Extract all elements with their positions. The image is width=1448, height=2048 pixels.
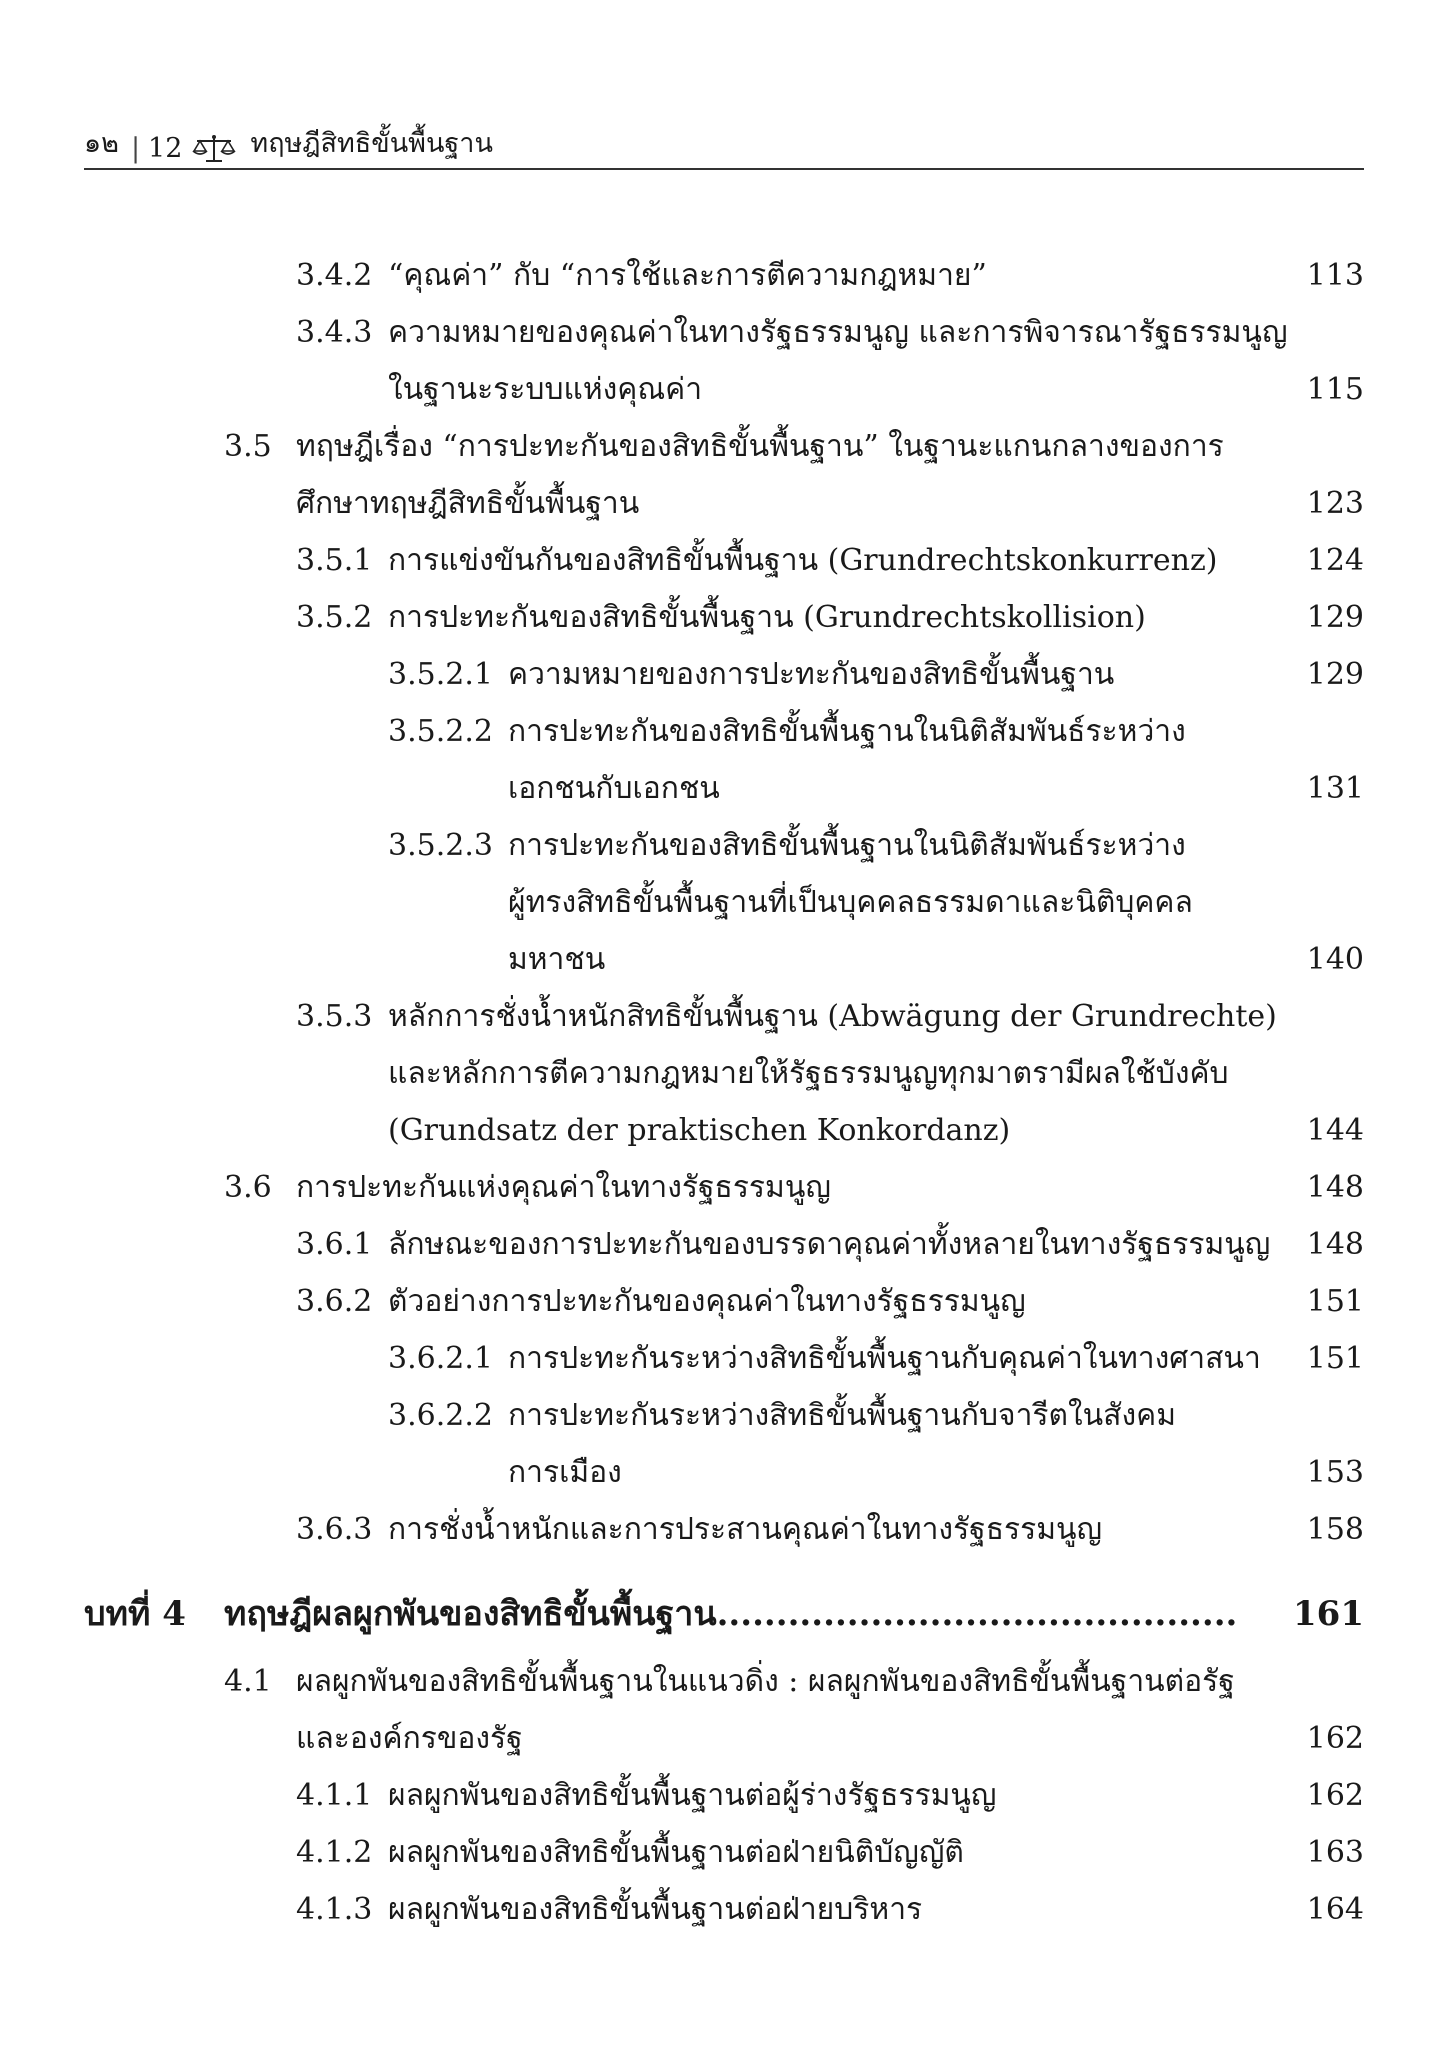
toc-entry-number: 3.5.2.1 [388, 657, 493, 692]
toc-entry-title-cont: มหาชน [508, 942, 606, 977]
toc-entry-number: 3.5.2 [296, 600, 373, 635]
toc-entry-title-cont: และองค์กรของรัฐ [296, 1721, 523, 1756]
toc-entry-number: 4.1.2 [296, 1835, 373, 1870]
header-page-thai: ๑๒ [84, 128, 119, 159]
toc-entry-page: 123 [1306, 486, 1364, 521]
toc-entry-number: 3.6 [224, 1170, 272, 1205]
toc-entry-page: 151 [1306, 1341, 1364, 1376]
toc-entry-page: 131 [1306, 771, 1364, 806]
toc-entry-title: การปะทะกันของสิทธิขั้นพื้นฐาน (Grundrechtskollision) [388, 600, 1146, 635]
toc-entry-number: 3.5.2.3 [388, 828, 493, 863]
toc-entry-page: 148 [1306, 1227, 1364, 1262]
toc-entry-title: การปะทะกันระหว่างสิทธิขั้นพื้นฐานกับคุณค่าในทางศาสนา [508, 1341, 1261, 1376]
toc-entry-title: การปะทะกันของสิทธิขั้นพื้นฐานในนิติสัมพันธ์ระหว่าง [508, 828, 1186, 863]
toc-entry-number: 3.4.3 [296, 315, 373, 350]
toc-entry-number: 4.1.1 [296, 1778, 373, 1813]
toc-entry-title: “คุณค่า” กับ “การใช้และการตีความกฎหมาย” [388, 258, 987, 293]
toc-entry-number: 3.5.3 [296, 999, 373, 1034]
toc-entry-title: หลักการชั่งน้ำหนักสิทธิขั้นพื้นฐาน (Abwägung der Grundrechte) [388, 999, 1277, 1034]
toc-entry-page: 163 [1306, 1835, 1364, 1870]
toc-entry-title: ลักษณะของการปะทะกันของบรรดาคุณค่าทั้งหลายในทางรัฐธรรมนูญ [388, 1227, 1271, 1262]
toc-entry-number: 3.6.3 [296, 1512, 373, 1547]
toc-entry-number: 3.6.1 [296, 1227, 373, 1262]
toc-entry-number: 3.5 [224, 429, 272, 464]
toc-entry-title-cont: และหลักการตีความกฎหมายให้รัฐธรรมนูญทุกมาตรามีผลใช้บังคับ [388, 1056, 1229, 1091]
toc-entry-number: 3.5.2.2 [388, 714, 493, 749]
toc-entry-title-cont: ผู้ทรงสิทธิขั้นพื้นฐานที่เป็นบุคคลธรรมดาและนิติบุคคล [508, 885, 1193, 920]
toc-entry-number: 3.6.2.1 [388, 1341, 493, 1376]
toc-entry-page: 115 [1306, 372, 1364, 407]
toc-entry-number: 4.1 [224, 1664, 272, 1699]
header-book-title: ทฤษฎีสิทธิขั้นพื้นฐาน [250, 128, 493, 159]
toc-entry-title: การชั่งน้ำหนักและการประสานคุณค่าในทางรัฐธรรมนูญ [388, 1512, 1103, 1547]
toc-entry-title: ผลผูกพันของสิทธิขั้นพื้นฐานต่อฝ่ายนิติบัญญัติ [388, 1835, 964, 1870]
toc-entry-page: 140 [1306, 942, 1364, 977]
toc-entry-page: 124 [1306, 543, 1364, 578]
toc-entry-page: 144 [1306, 1113, 1364, 1148]
toc-entry-title-cont: ศึกษาทฤษฎีสิทธิขั้นพื้นฐาน [296, 486, 640, 521]
toc-chapter-title: ทฤษฎีผลผูกพันของสิทธิขั้นพื้นฐาน............................................ [224, 1594, 1238, 1634]
toc-entry-page: 129 [1306, 657, 1364, 692]
toc-entry-title: ผลผูกพันของสิทธิขั้นพื้นฐานในแนวดิ่ง : ผลผูกพันของสิทธิขั้นพื้นฐานต่อรัฐ [296, 1664, 1235, 1699]
toc-entry-title: ตัวอย่างการปะทะกันของคุณค่าในทางรัฐธรรมนูญ [388, 1284, 1026, 1319]
toc-entry-number: 3.6.2.2 [388, 1398, 493, 1433]
toc-entry-page: 164 [1306, 1892, 1364, 1927]
toc-chapter-page: 161 [1293, 1594, 1364, 1634]
toc-entry-number: 3.6.2 [296, 1284, 373, 1319]
header-page-arabic: 12 [148, 133, 183, 164]
toc-entry-title-cont: ในฐานะระบบแห่งคุณค่า [388, 372, 703, 407]
toc-entry-number: 3.5.1 [296, 543, 373, 578]
toc-entry-page: 129 [1306, 600, 1364, 635]
toc-entry-title: ความหมายของการปะทะกันของสิทธิขั้นพื้นฐาน [508, 657, 1115, 692]
toc-entry-page: 151 [1306, 1284, 1364, 1319]
toc-entry-title-cont: (Grundsatz der praktischen Konkordanz) [388, 1113, 1011, 1148]
toc-entry-title: การปะทะกันแห่งคุณค่าในทางรัฐธรรมนูญ [296, 1170, 831, 1205]
toc-entry-title: ผลผูกพันของสิทธิขั้นพื้นฐานต่อฝ่ายบริหาร [388, 1892, 923, 1927]
toc-entry-number: 4.1.3 [296, 1892, 373, 1927]
toc-entry-page: 162 [1306, 1721, 1364, 1756]
toc-entry-title: การปะทะกันระหว่างสิทธิขั้นพื้นฐานกับจารีตในสังคม [508, 1398, 1176, 1433]
toc-entry-number: 3.4.2 [296, 258, 373, 293]
toc-entry-page: 153 [1306, 1455, 1364, 1490]
toc-entry-page: 158 [1306, 1512, 1364, 1547]
toc-entry-page: 148 [1306, 1170, 1364, 1205]
toc-entry-title-cont: การเมือง [508, 1455, 622, 1490]
toc-entry-title: ความหมายของคุณค่าในทางรัฐธรรมนูญ และการพิจารณารัฐธรรมนูญ [388, 315, 1288, 350]
toc-entry-page: 162 [1306, 1778, 1364, 1813]
toc-entry-page: 113 [1306, 258, 1364, 293]
toc-entry-title: การแข่งขันกันของสิทธิขั้นพื้นฐาน (Grundrechtskonkurrenz) [388, 543, 1218, 578]
toc-entry-title: ผลผูกพันของสิทธิขั้นพื้นฐานต่อผู้ร่างรัฐธรรมนูญ [388, 1778, 997, 1813]
toc-entry-title-cont: เอกชนกับเอกชน [508, 771, 720, 806]
header-separator: | [130, 133, 141, 164]
toc-entry-title: ทฤษฎีเรื่อง “การปะทะกันของสิทธิขั้นพื้นฐาน” ในฐานะแกนกลางของการ [296, 429, 1224, 464]
toc-chapter-number: บทที่ 4 [84, 1594, 186, 1634]
toc-entry-title: การปะทะกันของสิทธิขั้นพื้นฐานในนิติสัมพันธ์ระหว่าง [508, 714, 1186, 749]
